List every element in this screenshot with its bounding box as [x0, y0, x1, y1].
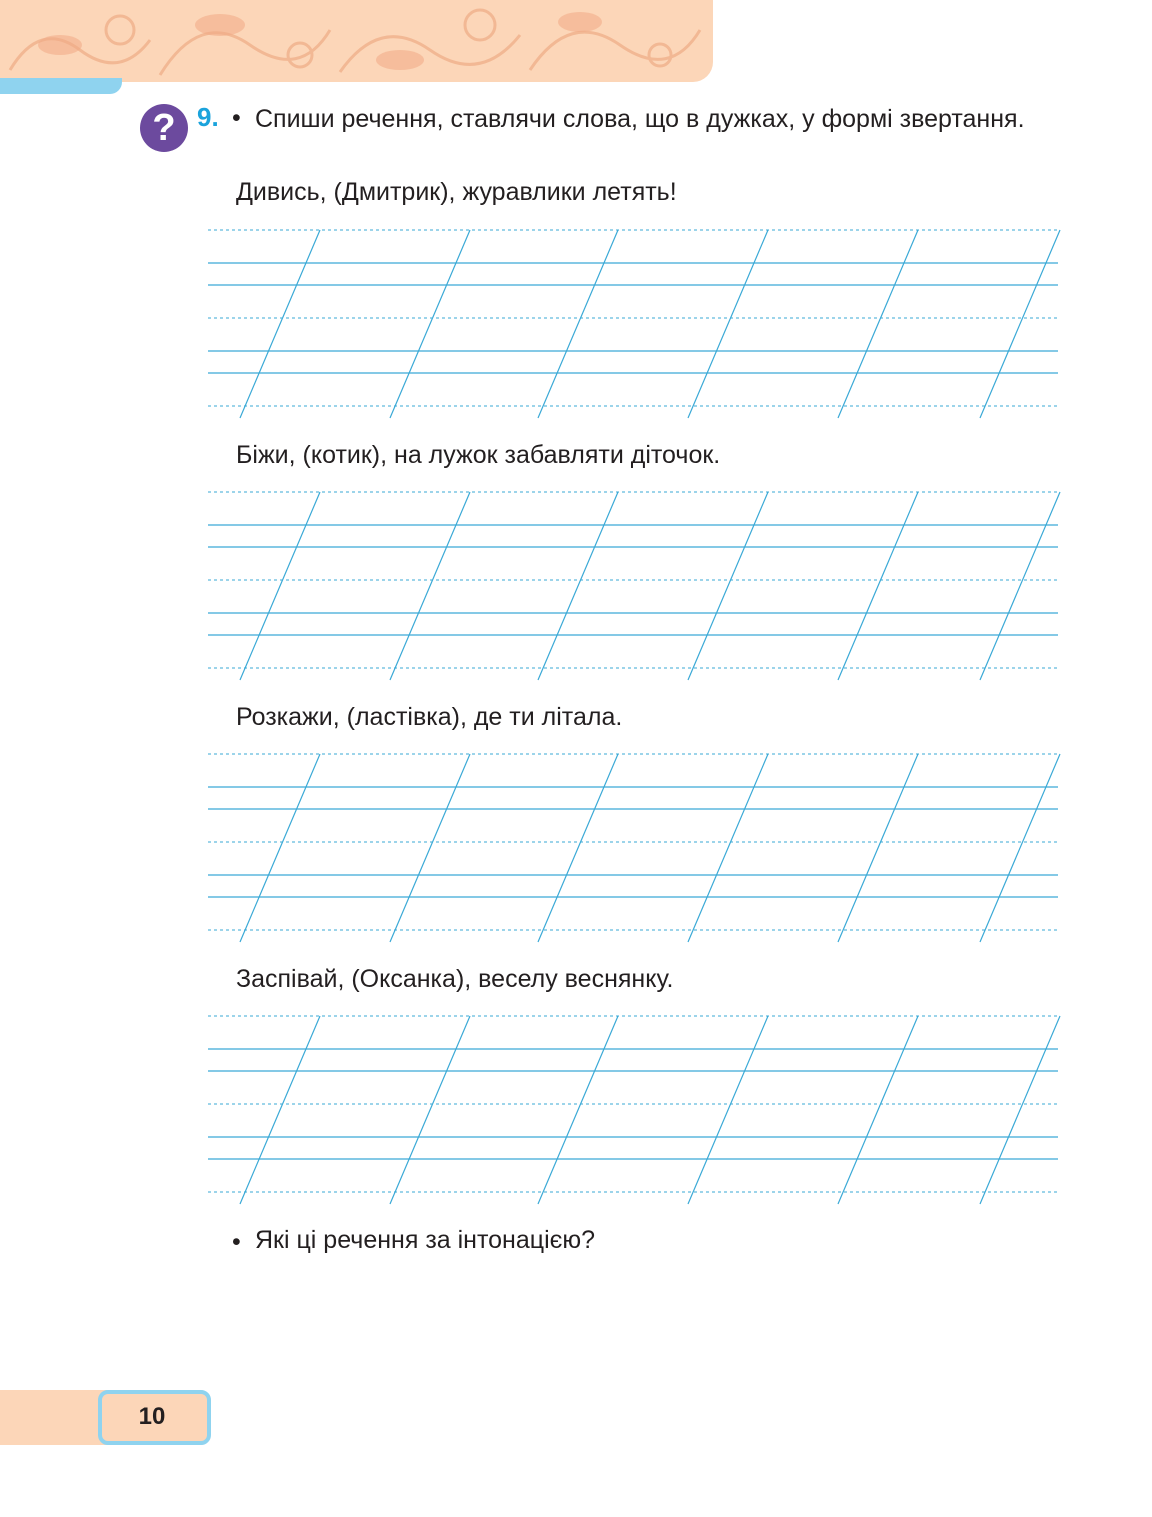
task-instruction: Спиши речення, ставлячи слова, що в дужках, у формі звертання. [255, 105, 1025, 133]
instruction-bullet: • [232, 104, 241, 132]
final-question: Які ці речення за інтонацією? [255, 1226, 596, 1254]
question-bullet: • [232, 1228, 241, 1256]
slant-line [838, 230, 918, 418]
slant-line [980, 492, 1060, 680]
slant-line [390, 230, 470, 418]
slant-line [980, 230, 1060, 418]
question-mark-icon: ? [140, 104, 188, 152]
slant-line [838, 754, 918, 942]
slant-line [390, 492, 470, 680]
task-number: 9. [197, 102, 219, 132]
slant-line [538, 1016, 618, 1204]
sentence-4: Заспівай, (Оксанка), веселу веснянку. [236, 965, 674, 993]
sentence-1: Дивись, (Дмитрик), журавлики летять! [236, 178, 677, 206]
slant-line [838, 492, 918, 680]
slant-line [240, 492, 320, 680]
slant-line [688, 492, 768, 680]
slant-line [538, 754, 618, 942]
sentence-2: Біжи, (котик), на лужок забавляти діточок. [236, 441, 721, 469]
slant-line [980, 1016, 1060, 1204]
page-number: 10 [138, 1403, 166, 1430]
slant-line [538, 492, 618, 680]
slant-line [390, 754, 470, 942]
slant-line [240, 754, 320, 942]
slant-line [688, 754, 768, 942]
slant-line [240, 1016, 320, 1204]
slant-line [980, 754, 1060, 942]
sentence-3: Розкажи, (ластівка), де ти літала. [236, 703, 623, 731]
slant-line [390, 1016, 470, 1204]
slant-line [538, 230, 618, 418]
slant-line [688, 1016, 768, 1204]
slant-line [688, 230, 768, 418]
slant-line [240, 230, 320, 418]
slant-line [838, 1016, 918, 1204]
